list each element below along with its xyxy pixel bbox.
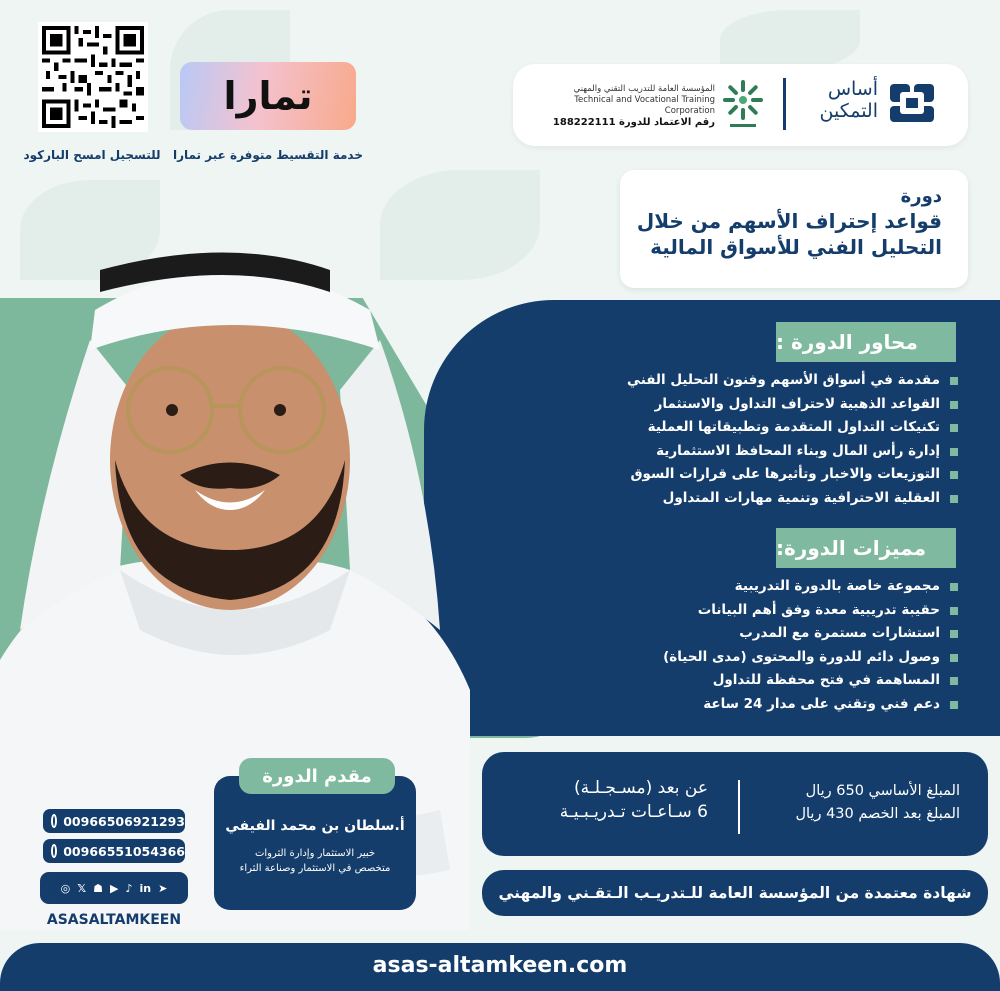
presenter-specialty: متخصص في الاستثمار وصناعة الثراء <box>239 863 391 874</box>
course-axes-list <box>598 369 958 511</box>
tiktok-icon[interactable]: ♪ <box>125 881 133 895</box>
pricing-separator <box>738 780 740 834</box>
list-item: مقدمة في أسواق الأسهم وفنون التحليل الفني <box>598 369 958 393</box>
course-title-line1: قواعد إحتراف الأسهم من خلال <box>636 209 942 233</box>
social-links <box>40 872 188 904</box>
presenter-card <box>214 776 416 910</box>
course-axes-heading: محاور الدورة : <box>776 322 956 362</box>
brand-name-line1: أساس <box>827 78 878 100</box>
tvtc-emblem-icon <box>718 76 768 132</box>
list-item: استشارات مستمرة مع المدرب <box>598 622 958 646</box>
tamara-caption: خدمة التقسيط متوفرة عبر تمارا <box>172 148 363 162</box>
whatsapp-phone-2[interactable] <box>43 839 185 863</box>
delivery-mode: عن بعد (مسـجـلـة) <box>574 778 708 798</box>
course-title-card <box>620 170 968 288</box>
list-item: القواعد الذهبية لاحتراف التداول والاستثمار <box>598 393 958 417</box>
training-hours: 6 سـاعـات تـدريـبـيـة <box>559 802 708 822</box>
asas-altamkeen-logo-icon <box>888 80 936 126</box>
list-item: العقلية الاحترافية وتنمية مهارات المتداول <box>598 487 958 511</box>
linkedin-icon[interactable]: in <box>139 881 152 895</box>
list-item: حقيبة تدريبية معدة وفق أهم البيانات <box>598 599 958 623</box>
tvtc-name-english: Technical and Vocational Training Corporation <box>574 95 715 116</box>
discount-price: المبلغ بعد الخصم 430 ريال <box>795 806 960 822</box>
brand-separator <box>783 78 786 130</box>
course-features-heading: مميزات الدورة: <box>776 528 956 568</box>
pricing-box <box>482 752 988 856</box>
instagram-icon[interactable]: ◎ <box>60 881 71 895</box>
social-handle: ASASALTAMKEEN <box>46 912 182 928</box>
presenter-title: خبير الاستثمار وإدارة الثروات <box>254 848 376 859</box>
website-link[interactable]: asas-altamkeen.com <box>372 953 628 978</box>
presenter-name: أ.سلطان بن محمد الفيفي <box>225 818 405 834</box>
presenter-heading: مقدم الدورة <box>239 758 395 794</box>
list-item: وصول دائم للدورة والمحتوى (مدى الحياة) <box>598 646 958 670</box>
tvtc-name-arabic: المؤسسة العامة للتدريب التقني والمهني <box>573 84 715 94</box>
list-item: المساهمة في فتح محفظة للتداول <box>598 669 958 693</box>
list-item: دعم فني وتقني على مدار 24 ساعة <box>598 693 958 717</box>
list-item: التوزيعات والاخبار وتأثيرها على قرارات السوق <box>598 463 958 487</box>
certificate-banner: شهادة معتمدة من المؤسسة العامة للـتدريـب الـتقـني والمهني <box>482 870 988 916</box>
x-icon[interactable]: 𝕏 <box>77 881 87 895</box>
accreditation-number: رقم الاعتماد للدورة 188222111 <box>552 117 715 128</box>
tamara-logo[interactable]: تمارا <box>180 62 356 130</box>
youtube-icon[interactable]: ▶ <box>110 881 119 895</box>
base-price: المبلغ الأساسي 650 ريال <box>805 783 960 799</box>
course-features-list <box>598 575 958 717</box>
brand-name-line2: التمكين <box>819 100 878 122</box>
qr-caption: للتسجيل امسح الباركود <box>23 148 161 162</box>
whatsapp-icon <box>51 814 57 828</box>
whatsapp-phone-1[interactable] <box>43 809 185 833</box>
whatsapp-icon <box>51 844 57 858</box>
registration-qr-code[interactable] <box>38 22 148 132</box>
list-item: مجموعة خاصة بالدورة التدريبية <box>598 575 958 599</box>
snapchat-icon[interactable]: ☗ <box>93 881 104 895</box>
phone-number: 00966551054366 <box>63 843 185 859</box>
list-item: تكنيكات التداول المتقدمة وتطبيقاتها العملية <box>598 416 958 440</box>
telegram-icon[interactable]: ➤ <box>158 881 168 895</box>
background-leaf <box>720 10 860 70</box>
brand-card <box>513 64 968 146</box>
phone-number: 00966506921293 <box>63 813 185 829</box>
course-label: دورة <box>900 186 942 207</box>
course-title-line2: التحليل الفني للأسواق المالية <box>650 235 942 259</box>
list-item: إدارة رأس المال وبناء المحافظ الاستثمارية <box>598 440 958 464</box>
